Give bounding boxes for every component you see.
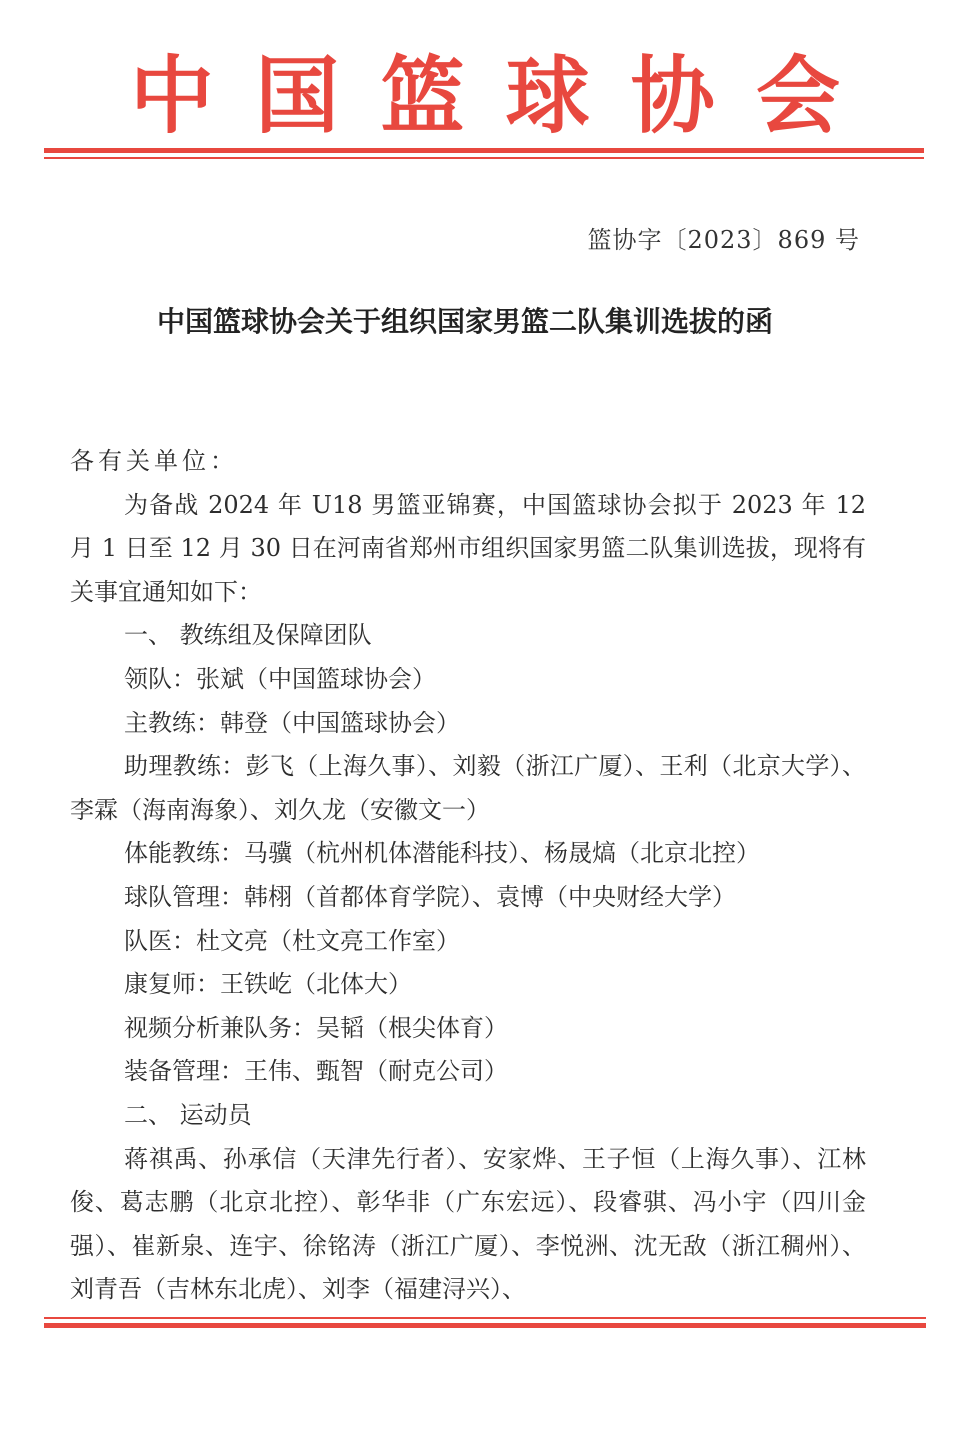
section-heading-staff: 一、 教练组及保障团队 (124, 621, 372, 650)
letterhead-char: 球 (505, 46, 590, 145)
intro-paragraph: 为备战 2024 年 U18 男篮亚锦赛，中国篮球协会拟于 2023 年 12 月 1 日至 12 月 30 日在河南省郑州市组织国家男篮二队集训选拔，现将有关事宜通知如下： (70, 490, 866, 606)
letterhead-title (130, 46, 840, 146)
letterhead-char: 会 (755, 46, 840, 145)
staff-line-team-doctor: 队医：杜文亮（杜文亮工作室） (124, 926, 460, 955)
footer-rule-thick (44, 1323, 926, 1328)
footer-rule-thin (44, 1317, 926, 1319)
document-number: 篮协字〔2023〕869 号 (587, 226, 860, 254)
athletes-paragraph: 蒋祺禹、孙承信（天津先行者）、安家烨、王子恒（上海久事）、江林俊、葛志鹏（北京北控）、彰华非（广东宏远）、段睿骐、冯小宇（四川金强）、崔新泉、连宇、徐铭涛（浙江广厦）、李悦洲、沈无敌（浙江稠州）、刘青吾（吉林东北虎）、刘李（福建浔兴）、 (70, 1144, 866, 1304)
staff-line-fitness-coaches: 体能教练：马骥（杭州机体潜能科技）、杨晟熇（北京北控） (124, 839, 760, 868)
letterhead-char: 篮 (380, 46, 465, 145)
letterhead (0, 38, 962, 148)
letterhead-char: 协 (630, 46, 715, 145)
staff-line-assistant-coaches: 助理教练：彭飞（上海久事）、刘毅（浙江广厦）、王利（北京大学）、李霖（海南海象）、刘久龙（安徽文一） (70, 752, 866, 824)
staff-line-equipment: 装备管理：王伟、甄智（耐克公司） (124, 1057, 508, 1086)
letterhead-rule-thick (44, 148, 924, 153)
staff-line-head-coach: 主教练：韩登（中国篮球协会） (124, 708, 460, 737)
staff-line-team-leader: 领队：张斌（中国篮球协会） (124, 664, 436, 693)
staff-line-team-managers: 球队管理：韩栩（首都体育学院）、袁博（中央财经大学） (124, 882, 736, 911)
letterhead-rule-thin (44, 157, 924, 159)
document-title: 中国篮球协会关于组织国家男篮二队集训选拔的函 (156, 305, 773, 338)
letterhead-char: 中 (130, 46, 215, 145)
staff-line-video-analysis: 视频分析兼队务：吴韬（根尖体育） (124, 1013, 508, 1042)
salutation: 各有关单位： (70, 447, 238, 475)
document-body (70, 440, 866, 1312)
section-heading-athletes: 二、 运动员 (124, 1100, 252, 1129)
letterhead-char: 国 (255, 46, 340, 145)
staff-line-rehab: 康复师：王铁屹（北体大） (124, 970, 412, 999)
